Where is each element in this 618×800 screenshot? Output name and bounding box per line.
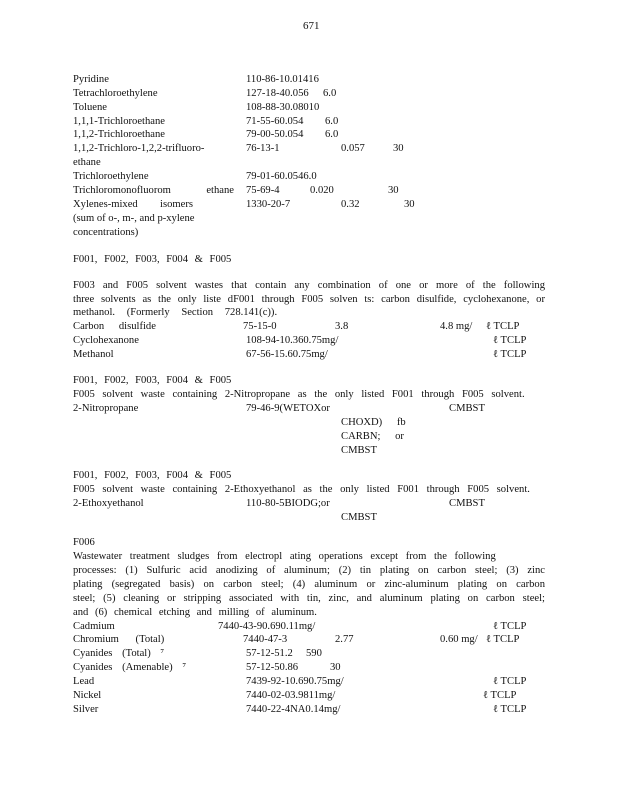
- nonwastewater-standard: 30: [393, 143, 404, 154]
- description-line: processes: (1) Sulfuric acid anodizing of aluminum; (2) tin plating on carbon steel; (3) zinc: [73, 565, 545, 576]
- constituent-name: Chromium (Total): [73, 634, 165, 645]
- constituent-name: 1,1,1-Trichloroethane: [73, 116, 165, 127]
- cas-number: 79-46-9(WETOXor: [246, 403, 330, 414]
- nonwastewater-standard: 30: [388, 185, 399, 196]
- tclp-unit: ℓ TCLP: [493, 621, 527, 632]
- constituent-note: (sum of o-, m-, and p-xylene: [73, 213, 195, 224]
- treatment-technology: CMBST: [341, 512, 377, 523]
- wastewater-standard: 6.0: [325, 129, 339, 140]
- constituent-name: 2-Nitropropane: [73, 403, 139, 414]
- constituent-name: 2-Ethoxyethanol: [73, 498, 144, 509]
- cas-number: 108-88-30.08010: [246, 102, 320, 113]
- cas-number: 75-69-4: [246, 185, 280, 196]
- description-line: Wastewater treatment sludges from electropl ating operations except from the following: [73, 551, 496, 562]
- tclp-unit: ℓ TCLP: [486, 634, 520, 645]
- constituent-name: Xylenes-mixed isomers: [73, 199, 193, 210]
- cas-number: 79-01-60.0546.0: [246, 171, 317, 182]
- wastewater-standard: 0.32: [341, 199, 360, 210]
- cas-number: 7440-47-3: [243, 634, 288, 645]
- constituent-name: Cyanides (Total) ⁷: [73, 648, 165, 659]
- tclp-unit: ℓ TCLP: [493, 335, 527, 346]
- nonwastewater-standard: 4.8 mg/: [440, 321, 473, 332]
- treatment-technology: CHOXD) fb: [341, 417, 406, 428]
- tclp-unit: ℓ TCLP: [493, 704, 527, 715]
- wastewater-standard: 3.8: [335, 321, 349, 332]
- constituent-note: concentrations): [73, 227, 139, 238]
- cas-number: 57-12-50.86: [246, 662, 299, 673]
- cas-number: 7439-92-10.690.75mg/: [246, 676, 344, 687]
- description-line: F005 solvent waste containing 2-Nitropropane as the only listed F001 through F005 solvent.: [73, 389, 525, 400]
- tclp-unit: ℓ TCLP: [493, 676, 527, 687]
- constituent-name: Trichloromonofluorom ethane: [73, 185, 234, 196]
- wastewater-standard: 2.77: [335, 634, 354, 645]
- waste-code-heading: F001, F002, F003, F004 & F005: [73, 470, 232, 481]
- cas-number: 79-00-50.054: [246, 129, 304, 140]
- constituent-name: Tetrachloroethylene: [73, 88, 158, 99]
- wastewater-standard: 0.020: [310, 185, 334, 196]
- nonwastewater-technology: CMBST: [449, 498, 485, 509]
- wastewater-standard: 6.0: [325, 116, 339, 127]
- description-line: plating (segregated basis) on carbon steel; (4) aluminum or zinc-aluminum plating on carbon: [73, 579, 545, 590]
- nonwastewater-technology: CMBST: [449, 403, 485, 414]
- description-line: and (6) chemical etching and milling of aluminum.: [73, 607, 317, 618]
- constituent-name: 1,1,2-Trichloroethane: [73, 129, 165, 140]
- constituent-name: Cyanides (Amenable) ⁷: [73, 662, 187, 673]
- constituent-name: Pyridine: [73, 74, 109, 85]
- constituent-name: Cadmium: [73, 621, 115, 632]
- constituent-name: Carbon disulfide: [73, 321, 156, 332]
- cas-number: 75-15-0: [243, 321, 277, 332]
- description-line: three solvents as the only liste dF001 through F005 solven ts: carbon disulfide, cyclohexanone, or: [73, 294, 545, 305]
- constituent-name: Trichloroethylene: [73, 171, 149, 182]
- cas-number: 7440-22-4NA0.14mg/: [246, 704, 341, 715]
- wastewater-standard: 6.0: [323, 88, 337, 99]
- cas-number: 76-13-1: [246, 143, 280, 154]
- wastewater-standard: 30: [330, 662, 341, 673]
- description-line: steel; (5) cleaning or stripping associated with tin, zinc, and aluminum plating on carbon steel;: [73, 593, 545, 604]
- description-line: F005 solvent waste containing 2-Ethoxyethanol as the only listed F001 through F005 solvent.: [73, 484, 530, 495]
- cas-number: 67-56-15.60.75mg/: [246, 349, 328, 360]
- nonwastewater-standard: 0.60 mg/: [440, 634, 478, 645]
- cas-number: 71-55-60.054: [246, 116, 304, 127]
- nonwastewater-standard: 30: [404, 199, 415, 210]
- cas-number: 110-80-5BIODG;or: [246, 498, 330, 509]
- cas-number: 110-86-10.01416: [246, 74, 319, 85]
- cas-number: 108-94-10.360.75mg/: [246, 335, 339, 346]
- waste-code-heading: F006: [73, 537, 95, 548]
- constituent-name: Silver: [73, 704, 99, 715]
- constituent-name: Methanol: [73, 349, 114, 360]
- cas-number: 7440-43-90.690.11mg/: [218, 621, 316, 632]
- tclp-unit: ℓ TCLP: [486, 321, 520, 332]
- constituent-name: Nickel: [73, 690, 102, 701]
- cas-number: 57-12-51.2: [246, 648, 293, 659]
- constituent-name: Lead: [73, 676, 95, 687]
- cas-number: 7440-02-03.9811mg/: [246, 690, 336, 701]
- constituent-name: ethane: [73, 157, 101, 168]
- wastewater-standard: 590: [306, 648, 322, 659]
- description-line: methanol. (Formerly Section 728.141(c)).: [73, 307, 278, 318]
- constituent-name: Cyclohexanone: [73, 335, 139, 346]
- constituent-name: 1,1,2-Trichloro-1,2,2-trifluoro-: [73, 143, 205, 154]
- treatment-technology: CMBST: [341, 445, 377, 456]
- wastewater-standard: 0.057: [341, 143, 365, 154]
- cas-number: 127-18-40.056: [246, 88, 309, 99]
- waste-code-heading: F001, F002, F003, F004 & F005: [73, 254, 232, 265]
- constituent-name: Toluene: [73, 102, 107, 113]
- page-number: 671: [303, 20, 320, 32]
- cas-number: 1330-20-7: [246, 199, 291, 210]
- tclp-unit: ℓ TCLP: [493, 349, 527, 360]
- tclp-unit: ℓ TCLP: [483, 690, 517, 701]
- treatment-technology: CARBN; or: [341, 431, 404, 442]
- waste-code-heading: F001, F002, F003, F004 & F005: [73, 375, 232, 386]
- description-line: F003 and F005 solvent wastes that contain any combination of one or more of the following: [73, 280, 545, 291]
